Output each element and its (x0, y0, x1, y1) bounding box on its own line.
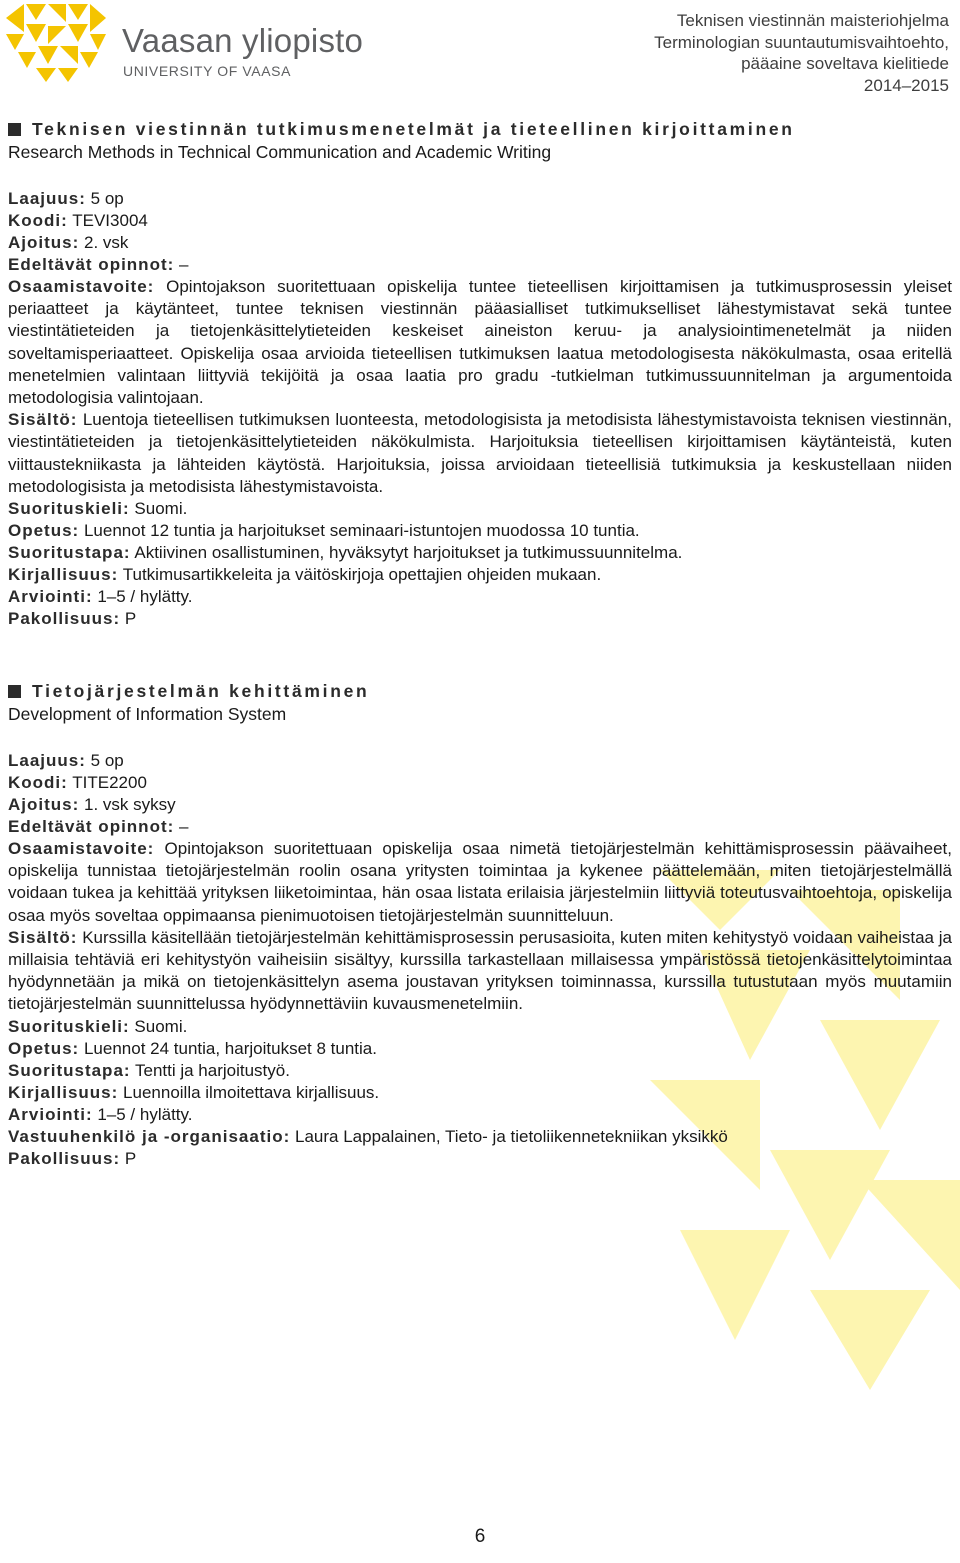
field-sisalto (8, 927, 952, 1016)
field-edeltavat (8, 816, 952, 838)
field-pakollisuus (8, 608, 952, 630)
field-value: 1. vsk syksy (84, 795, 176, 814)
field-label: Arviointi: (8, 587, 93, 607)
page-number: 6 (474, 1526, 486, 1547)
field-label: Suorituskieli: (8, 499, 130, 519)
field-value: Suomi. (134, 499, 188, 519)
field-label: Vastuuhenkilö ja -organisaatio: (8, 1126, 291, 1146)
field-pakollisuus (8, 1148, 952, 1170)
field-arviointi (8, 1104, 952, 1126)
field-value: TEVI3004 (72, 211, 148, 230)
bullet-square-icon (8, 685, 21, 698)
field-kirjallisuus (8, 564, 952, 586)
bullet-square-icon (8, 123, 21, 136)
field-label: Koodi: (8, 211, 68, 230)
program-line: pääaine soveltava kielitiede (741, 54, 949, 73)
course-title-text: Tietojärjestelmän kehittäminen (32, 681, 370, 701)
field-value: 1–5 / hylätty. (97, 1104, 193, 1124)
field-value: – (179, 255, 189, 274)
field-suoritustapa (8, 542, 952, 564)
field-arviointi (8, 586, 952, 608)
field-label: Laajuus: (8, 751, 86, 770)
field-label: Pakollisuus: (8, 609, 121, 629)
field-value: Tentti ja harjoitustyö. (134, 1060, 290, 1080)
field-value: P (124, 609, 137, 629)
logo-subtitle: UNIVERSITY OF VAASA (123, 63, 292, 79)
field-label: Edeltävät opinnot: (8, 817, 175, 836)
field-label: Pakollisuus: (8, 1148, 121, 1168)
page-header (0, 0, 960, 100)
field-value: Kurssilla käsitellään tietojärjestelmän kehittämisprosessin perusasioita, kuten miten kehitystyö voidaan vaiheistaa ja millaisia tehtäviä eri kehitystyön vaiheisiin sisältyy, kurssilla tarkastellaan millaisessa ympäristössä tietojenkäsittelytoimintaa hyödynnetään ja mikä on tietojenkäsittelyn asema joustavan yrityksen toiminnassa, kurssilla tutustutaan myös muutamiin tietojärjestelmän suunnittelussa hyödynnettäviin kuvausmenetelmiin. (8, 927, 952, 1014)
course-block (8, 680, 952, 1170)
field-suorituskieli (8, 1016, 952, 1038)
field-value: Aktiivinen osallistuminen, hyväksytyt harjoitukset ja tutkimussuunnitelma. (134, 543, 683, 563)
field-label: Suorituskieli: (8, 1016, 130, 1036)
field-osaamistavoite (8, 276, 952, 409)
field-value: 2. vsk (84, 233, 129, 252)
field-value: Tutkimusartikkeleita ja väitöskirjoja opettajien ohjeiden mukaan. (122, 565, 602, 585)
field-edeltavat (8, 254, 952, 276)
field-value: Luennot 24 tuntia, harjoitukset 8 tuntia. (83, 1038, 377, 1058)
field-ajoitus (8, 232, 952, 254)
program-line: Terminologian suuntautumisvaihtoehto, (654, 32, 949, 52)
field-value: Opintojakson suoritettuaan opiskelija osaa nimetä tietojärjestelmän kehittämisprosessin päävaiheet, opiskelija tunnistaa tietojärjestelmän roolin osana yritysten toimintaa ja kykenee päättelemään, miten tietojärjestelmällä voidaan tukea ja kehittää yrityksen liiketoimintaa, hän osaa listata erilaisia järjestelmiin liittyviä toteutusvaihtoehtoja, opiskelija osaa myös soveltaa oppimaansa pienimuotoisen tietojärjestelmän suunnitteluun. (8, 839, 952, 925)
field-label: Osaamistavoite: (8, 277, 155, 296)
field-value: 5 op (90, 751, 124, 770)
course-title-english: Research Methods in Technical Communication and Academic Writing (8, 142, 552, 162)
logo-name: Vaasan yliopisto (122, 22, 364, 59)
field-laajuus (8, 188, 952, 210)
course-title-text: Teknisen viestinnän tutkimusmenetelmät ja tieteellinen kirjoittaminen (32, 119, 795, 139)
field-opetus (8, 1038, 952, 1060)
field-kirjallisuus (8, 1082, 952, 1104)
field-label: Laajuus: (8, 189, 86, 208)
field-label: Arviointi: (8, 1104, 93, 1124)
academic-year: 2014–2015 (863, 75, 949, 95)
field-value: – (179, 817, 189, 836)
field-label: Kirjallisuus: (8, 565, 119, 585)
field-value: Laura Lappalainen, Tieto- ja tietoliikennetekniikan yksikkö (295, 1126, 728, 1146)
field-label: Edeltävät opinnot: (8, 255, 175, 274)
field-label: Suoritustapa: (8, 1060, 131, 1080)
field-label: Sisältö: (8, 410, 78, 430)
course-title (8, 118, 952, 140)
field-value: 5 op (90, 189, 124, 208)
program-header (654, 10, 949, 96)
field-laajuus (8, 750, 952, 772)
field-value: Suomi. (134, 1016, 188, 1036)
field-vastuuhenkilo (8, 1126, 952, 1148)
field-label: Suoritustapa: (8, 543, 131, 563)
field-koodi (8, 210, 952, 232)
course-block (8, 118, 952, 630)
field-label: Osaamistavoite: (8, 839, 155, 858)
field-value: 1–5 / hylätty. (97, 587, 193, 607)
field-ajoitus (8, 794, 952, 816)
course-title-english: Development of Information System (8, 704, 287, 724)
program-line: Teknisen viestinnän maisteriohjelma (676, 11, 949, 30)
field-value: P (124, 1148, 137, 1168)
field-value: Luentoja tieteellisen tutkimuksen luonteesta, metodologisista ja metodisista lähestymistavoista teknisen viestinnän, viestintätieteiden ja tietojenkäsittelytieteiden näkökulmista. Harjoituksia tieteellisen kirjoittamisen käytänteistä, kuten viittaustekniikasta ja lähteiden käytöstä. Harjoituksia, joissa arvioidaan tieteellisiä tutkimuksia ja keskustellaan niiden metodologisista ja metodisista lähestymistavoista. (8, 410, 952, 496)
course-title (8, 680, 952, 702)
field-label: Ajoitus: (8, 795, 80, 814)
field-koodi (8, 772, 952, 794)
field-label: Sisältö: (8, 927, 78, 947)
field-value: Opintojakson suoritettuaan opiskelija tuntee tieteellisen kirjoittamisen ja tutkimusprosessin yleiset periaatteet ja käytänteet, tuntee teknisen viestinnän pääasialliset tutkimukselliset lähestymistavat sekä tuntee viestintätieteiden ja tietojenkäsittelytieteiden keskeiset aineiston keruu- ja analysiointimenetelmät ja niiden soveltamisperiaatteet. Opiskelija osaa arvioida tieteellisen tutkimuksen laatua metodologisesta näkökulmasta, osaa eritellä menetelmien valintaan liittyviä tekijöitä ja osaa laatia pro gradu -tutkielman tutkimussuunnitelman ja argumentoida metodologisia valintojaan. (8, 277, 952, 408)
field-sisalto (8, 409, 952, 498)
field-value: Luennot 12 tuntia ja harjoitukset seminaari-istuntojen muodossa 10 tuntia. (83, 521, 640, 541)
field-label: Kirjallisuus: (8, 1082, 119, 1102)
field-label: Opetus: (8, 1038, 80, 1058)
field-suoritustapa (8, 1060, 952, 1082)
field-value: TITE2200 (72, 773, 147, 792)
field-osaamistavoite (8, 838, 952, 927)
university-logo-icon (6, 4, 118, 84)
field-label: Koodi: (8, 773, 68, 792)
field-suorituskieli (8, 498, 952, 520)
field-label: Ajoitus: (8, 233, 80, 252)
field-opetus (8, 520, 952, 542)
field-value: Luennoilla ilmoitettava kirjallisuus. (123, 1082, 380, 1102)
field-label: Opetus: (8, 521, 80, 541)
